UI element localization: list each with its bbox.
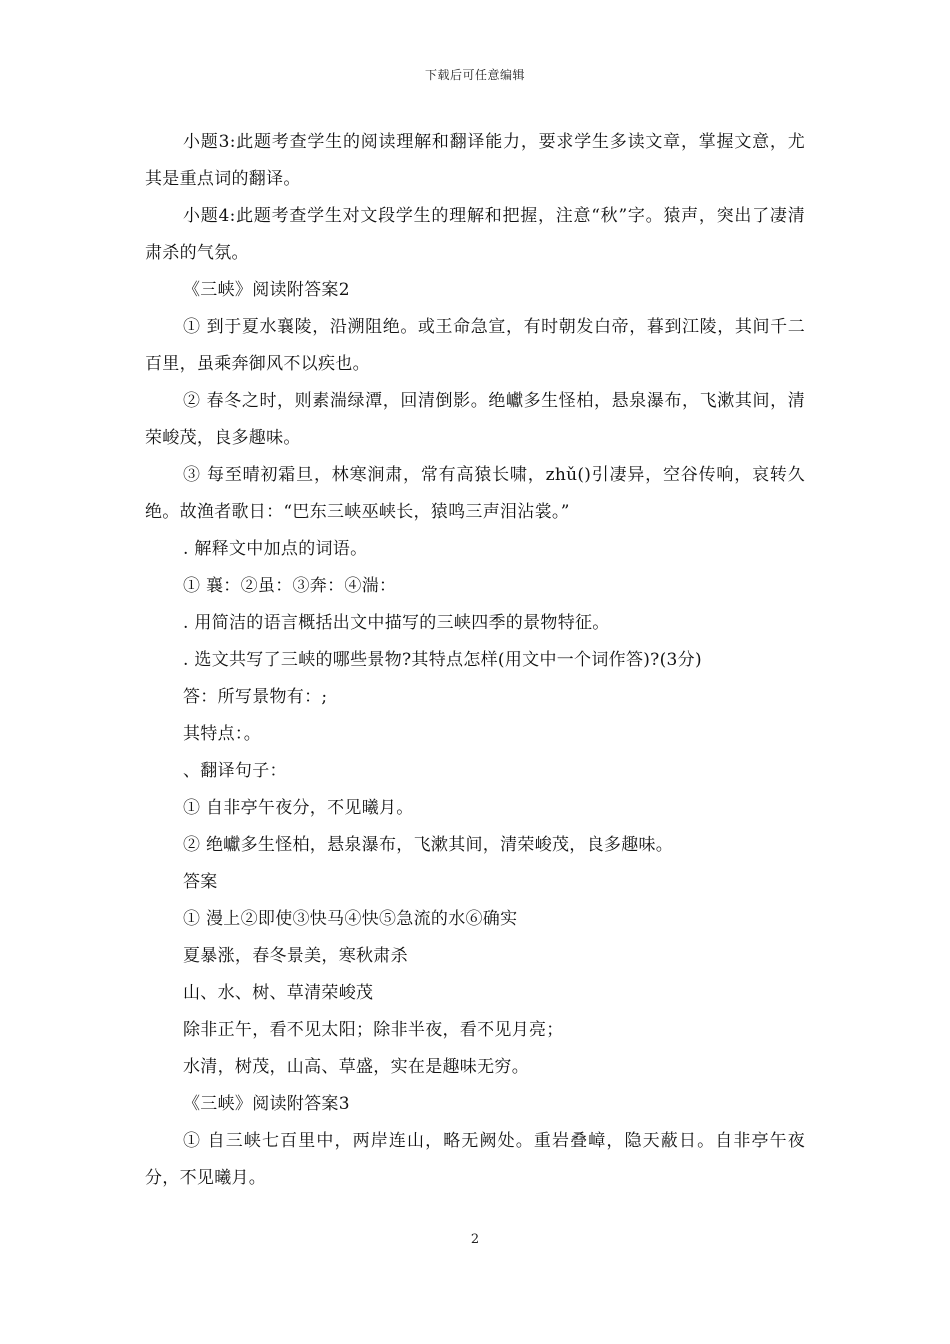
question-explain-words: . 解释文中加点的词语。 <box>183 539 368 559</box>
passage-paragraph-2: ② 春冬之时，则素湍绿潭，回清倒影。绝巘多生怪柏，悬泉瀑布，飞漱其间，清荣峻茂，良多趣味。 <box>145 391 805 448</box>
section-title-2: 《三峡》阅读附答案2 <box>183 280 350 300</box>
question-translate: 、翻译句子： <box>183 761 287 781</box>
translate-sentence-1: ① 自非亭午夜分，不见曦月。 <box>183 798 414 818</box>
page-number: 2 <box>470 1232 480 1247</box>
passage-paragraph-1: ① 到于夏水襄陵，沿溯阻绝。或王命急宣，有时朝发白帝，暮到江陵，其间千二百里，虽乘奔御风不以疾也。 <box>145 317 805 374</box>
translate-sentence-2: ② 绝巘多生怪柏，悬泉瀑布，飞漱其间，清荣峻茂，良多趣味。 <box>183 835 674 855</box>
paragraph-q4-explanation: 小题4:此题考查学生对文段学生的理解和把握，注意“秋”字。猿声，突出了凄清肃杀的气氛。 <box>145 206 805 263</box>
answer-line-1: ① 漫上②即使③快马④快⑤急流的水⑥确实 <box>183 909 518 929</box>
document-body <box>145 124 805 1197</box>
question-seasons: . 用简洁的语言概括出文中描写的三峡四季的景物特征。 <box>183 613 610 633</box>
answer-feature-prompt: 其特点：。 <box>183 724 261 744</box>
section-title-3: 《三峡》阅读附答案3 <box>183 1094 350 1114</box>
paragraph-q3-explanation: 小题3:此题考查学生的阅读理解和翻译能力，要求学生多读文章，掌握文意，尤其是重点词的翻译。 <box>145 132 805 189</box>
answer-line-3: 山、水、树、草清荣峻茂 <box>183 983 374 1003</box>
question-scenery: . 选文共写了三峡的哪些景物?其特点怎样(用文中一个词作答)?(3分) <box>183 650 702 670</box>
answer-heading: 答案 <box>183 872 218 892</box>
passage3-paragraph-1: ① 自三峡七百里中，两岸连山，略无阙处。重岩叠嶂，隐天蔽日。自非亭午夜分，不见曦月。 <box>145 1131 805 1188</box>
answer-line-4: 除非正午，看不见太阳；除非半夜，看不见月亮； <box>183 1020 564 1040</box>
question-word-list: ① 襄：②虽：③奔：④湍： <box>183 576 397 596</box>
passage-paragraph-3: ③ 每至晴初霜旦，林寒涧肃，常有高猿长啸，zhǔ()引凄异，空谷传响，哀转久绝。故渔者歌日：“巴东三峡巫峡长，猿鸣三声泪沾裳。” <box>145 465 805 522</box>
answer-line-5: 水清，树茂，山高、草盛，实在是趣味无穷。 <box>183 1057 529 1077</box>
answer-line-2: 夏暴涨，春冬景美，寒秋肃杀 <box>183 946 408 966</box>
page-header: 下载后可任意编辑 <box>424 68 525 82</box>
answer-scenery-prompt: 答：所写景物有：; <box>183 687 328 707</box>
